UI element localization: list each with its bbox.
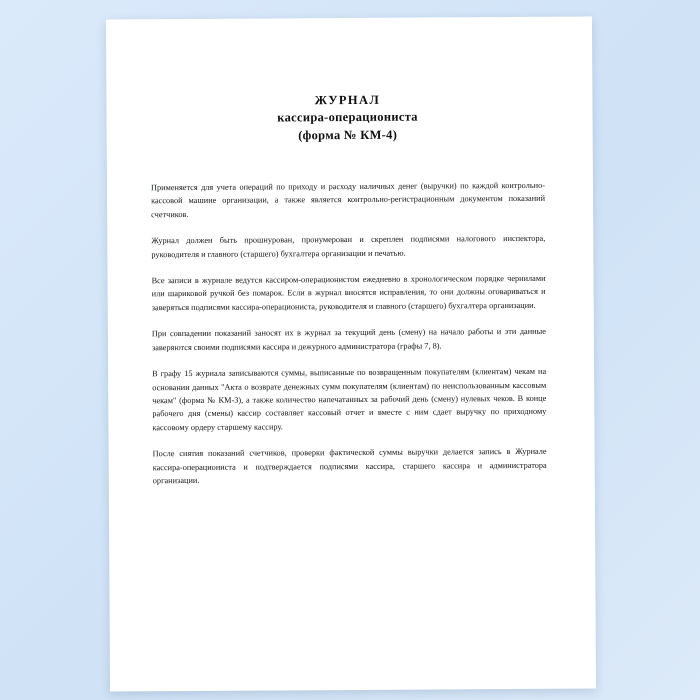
document-paragraph: Все записи в журнале ведутся кассиром-операционистом ежедневно в хронологическом порядке чернилами или шариковой ручкой без помарок. Если в журнал вносятся исправления, то они должны оговариваться и заверяться подписями кассира-операциониста, руководителя и главного (старшего) бухгалтера организации. [151,273,546,313]
document-title-line-3: (форма № КМ-4) [298,127,398,142]
document-title-line-1: ЖУРНАЛ [314,92,381,108]
document-paragraph: После снятия показаний счетчиков, проверки фактической суммы выручки делается запись в Журнале кассира-операциониста и подтверждается подписями кассира, старшего кассира и администратора организации. [152,447,547,486]
document-title [150,91,544,145]
document-paragraph: В графу 15 журнала записываются суммы, выписанные по возвращенным покупателям (клиентам) чекам на основании данных "Акта о возврате денежных сумм покупателям (клиентам) по неиспользованным кассовым чекам" (форма № КМ-3), а также количество напечатанных за рабочий день (смену) нулевых чеков. В конце рабочего дня (смены) кассир составляет кассовый отчет и вместе с ним сдает выручку по приходному кассовому ордеру старшему кассиру. [152,366,547,433]
document-paragraph: Журнал должен быть прошнурован, пронумерован и скреплен подписями налогового инспектора, руководителя и главного (старшего) бухгалтера организации и печатью. [151,233,546,259]
document-body [151,179,547,488]
document-title-line-2: кассира-операциониста [277,109,418,125]
document-paragraph: Применяется для учета операций по приходу и расходу наличных денег (выручки) по каждой контрольно-кассовой машине организации, а также является контрольно-регистрационным документом показаний счетчиков. [150,180,546,219]
document-paragraph: При совпадении показаний заносят их в журнал за текущий день (смену) на начало работы и эти данные заверяются своими подписями кассира и дежурного администратора (графы 7, 8). [151,327,546,352]
document-page-content [106,17,596,692]
document-page [106,17,596,692]
